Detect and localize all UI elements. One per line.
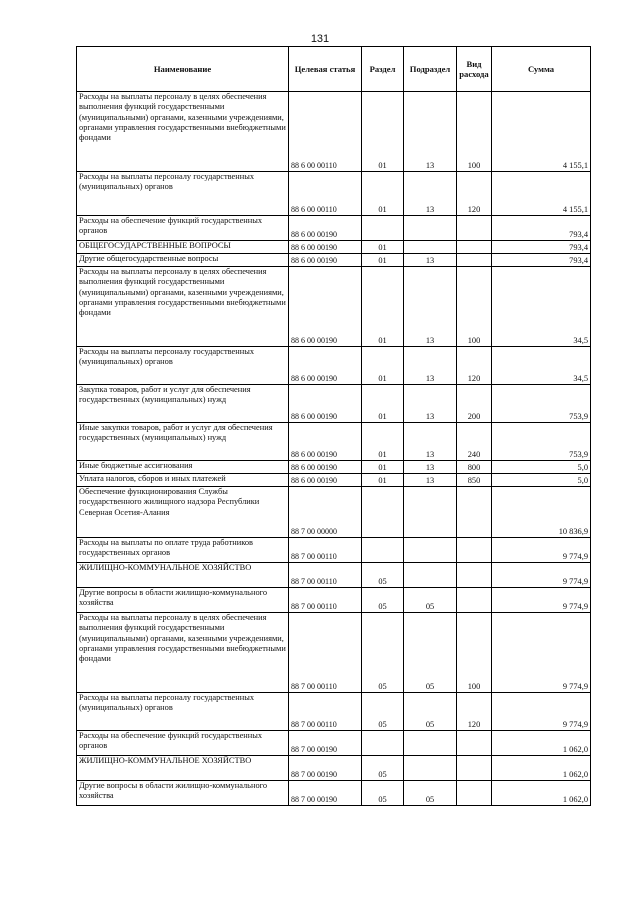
- cell-subsection: 05: [404, 781, 457, 806]
- cell-sum: 1 062,0: [492, 781, 591, 806]
- cell-expense-type: 100: [457, 267, 492, 347]
- cell-section: 01: [362, 461, 404, 474]
- cell-name: [77, 563, 289, 588]
- table-row: [77, 487, 591, 538]
- cell-name: [77, 216, 289, 241]
- cell-subsection: 05: [404, 613, 457, 693]
- table-row: [77, 781, 591, 806]
- cell-target: 88 6 00 00110: [289, 92, 362, 172]
- cell-target: 88 7 00 00110: [289, 538, 362, 563]
- cell-subsection: 13: [404, 172, 457, 216]
- cell-expense-type: [457, 756, 492, 781]
- table-row: [77, 613, 591, 693]
- cell-sum: 793,4: [492, 254, 591, 267]
- cell-expense-type: [457, 538, 492, 563]
- page-number: 131: [310, 33, 330, 45]
- cell-name: [77, 731, 289, 756]
- cell-target: 88 6 00 00190: [289, 241, 362, 254]
- cell-subsection: 13: [404, 474, 457, 487]
- cell-sum: 10 836,9: [492, 487, 591, 538]
- header-target: Целевая статья: [289, 47, 362, 92]
- cell-name: [77, 172, 289, 216]
- cell-name: [77, 461, 289, 474]
- cell-name: [77, 92, 289, 172]
- cell-name: [77, 347, 289, 385]
- cell-name-text: Иные бюджетные ассигнования: [79, 461, 193, 470]
- cell-section: [362, 538, 404, 563]
- table-row: [77, 347, 591, 385]
- table-row: [77, 172, 591, 216]
- cell-sum: 34,5: [492, 347, 591, 385]
- cell-expense-type: [457, 241, 492, 254]
- cell-expense-type: [457, 588, 492, 613]
- cell-name-text: ЖИЛИЩНО-КОММУНАЛЬНОЕ ХОЗЯЙСТВО: [79, 563, 252, 572]
- cell-name-text: Расходы на выплаты персоналу в целях обеспечения выполнения функций государственными (муниципальными) органами, казенными учреждениями, органами управления государственными внебюджетными фондами: [79, 267, 286, 318]
- cell-target: 88 7 00 00110: [289, 588, 362, 613]
- cell-name-text: Иные закупки товаров, работ и услуг для обеспечения государственных (муниципальных) нужд: [79, 423, 273, 443]
- cell-sum: 9 774,9: [492, 563, 591, 588]
- cell-subsection: 13: [404, 92, 457, 172]
- cell-name-text: Расходы на выплаты персоналу в целях обеспечения выполнения функций государственными (муниципальными) органами, казенными учреждениями, органами управления государственными внебюджетными фондами: [79, 613, 286, 664]
- cell-name-text: ЖИЛИЩНО-КОММУНАЛЬНОЕ ХОЗЯЙСТВО: [79, 756, 252, 765]
- cell-subsection: [404, 756, 457, 781]
- cell-section: [362, 731, 404, 756]
- table-row: [77, 588, 591, 613]
- cell-section: 01: [362, 241, 404, 254]
- cell-section: 01: [362, 474, 404, 487]
- cell-section: 01: [362, 254, 404, 267]
- cell-subsection: 05: [404, 588, 457, 613]
- cell-section: 01: [362, 385, 404, 423]
- cell-name-text: Расходы на обеспечение функций государственных органов: [79, 731, 263, 751]
- cell-target: 88 7 00 00190: [289, 781, 362, 806]
- cell-expense-type: [457, 781, 492, 806]
- cell-section: 05: [362, 588, 404, 613]
- cell-expense-type: 200: [457, 385, 492, 423]
- cell-subsection: [404, 538, 457, 563]
- cell-name: [77, 693, 289, 731]
- cell-section: 01: [362, 423, 404, 461]
- cell-subsection: 13: [404, 254, 457, 267]
- cell-name: [77, 588, 289, 613]
- cell-target: 88 6 00 00190: [289, 216, 362, 241]
- cell-name: [77, 385, 289, 423]
- cell-name-text: Расходы на обеспечение функций государственных органов: [79, 216, 263, 236]
- cell-expense-type: 120: [457, 347, 492, 385]
- cell-sum: 9 774,9: [492, 588, 591, 613]
- cell-section: 01: [362, 267, 404, 347]
- cell-sum: 9 774,9: [492, 613, 591, 693]
- header-name: Наименование: [77, 47, 289, 92]
- cell-name: [77, 241, 289, 254]
- cell-name: [77, 474, 289, 487]
- cell-expense-type: 240: [457, 423, 492, 461]
- cell-name: [77, 267, 289, 347]
- cell-sum: 9 774,9: [492, 538, 591, 563]
- cell-name: [77, 423, 289, 461]
- cell-section: 05: [362, 781, 404, 806]
- cell-expense-type: [457, 563, 492, 588]
- cell-name-text: Другие вопросы в области жилищно-коммунального хозяйства: [79, 781, 268, 801]
- cell-sum: 753,9: [492, 423, 591, 461]
- table-row: [77, 241, 591, 254]
- table-row: [77, 756, 591, 781]
- cell-expense-type: 800: [457, 461, 492, 474]
- cell-subsection: [404, 241, 457, 254]
- cell-sum: 793,4: [492, 241, 591, 254]
- table-row: [77, 563, 591, 588]
- cell-expense-type: 100: [457, 613, 492, 693]
- cell-name-text: Расходы на выплаты персоналу государственных (муниципальных) органов: [79, 172, 255, 192]
- cell-sum: 5,0: [492, 461, 591, 474]
- cell-sum: 753,9: [492, 385, 591, 423]
- cell-target: 88 7 00 00000: [289, 487, 362, 538]
- table-row: [77, 254, 591, 267]
- cell-target: 88 7 00 00110: [289, 613, 362, 693]
- cell-name-text: Обеспечение функционирования Службы государственного жилищного надзора Республики Северная Осетия-Алания: [79, 487, 260, 517]
- cell-section: 05: [362, 693, 404, 731]
- cell-sum: 793,4: [492, 216, 591, 241]
- cell-expense-type: [457, 254, 492, 267]
- header-sum: Сумма: [492, 47, 591, 92]
- cell-expense-type: 850: [457, 474, 492, 487]
- cell-subsection: [404, 487, 457, 538]
- table-row: [77, 461, 591, 474]
- table-header-row: [77, 47, 591, 92]
- cell-sum: 9 774,9: [492, 693, 591, 731]
- cell-target: 88 6 00 00190: [289, 461, 362, 474]
- cell-section: [362, 487, 404, 538]
- cell-name-text: Уплата налогов, сборов и иных платежей: [79, 474, 226, 483]
- cell-subsection: 05: [404, 693, 457, 731]
- cell-section: 01: [362, 172, 404, 216]
- cell-target: 88 6 00 00190: [289, 385, 362, 423]
- cell-name-text: Расходы на выплаты персоналу государственных (муниципальных) органов: [79, 693, 255, 713]
- cell-expense-type: [457, 731, 492, 756]
- cell-subsection: [404, 216, 457, 241]
- cell-target: 88 6 00 00190: [289, 254, 362, 267]
- cell-sum: 5,0: [492, 474, 591, 487]
- cell-subsection: 13: [404, 347, 457, 385]
- cell-target: 88 7 00 00110: [289, 563, 362, 588]
- cell-name: [77, 613, 289, 693]
- cell-section: 01: [362, 347, 404, 385]
- cell-target: 88 7 00 00190: [289, 731, 362, 756]
- table-row: [77, 92, 591, 172]
- cell-name-text: Расходы на выплаты персоналу государственных (муниципальных) органов: [79, 347, 255, 367]
- cell-name-text: Другие вопросы в области жилищно-коммунального хозяйства: [79, 588, 268, 608]
- cell-name: [77, 538, 289, 563]
- cell-section: 01: [362, 92, 404, 172]
- cell-target: 88 6 00 00190: [289, 474, 362, 487]
- header-subsection: Подраздел: [404, 47, 457, 92]
- cell-expense-type: [457, 487, 492, 538]
- cell-target: 88 7 00 00110: [289, 693, 362, 731]
- header-section: Раздел: [362, 47, 404, 92]
- header-expense-type: Вид расхода: [457, 47, 492, 92]
- cell-name-text: Расходы на выплаты персоналу в целях обеспечения выполнения функций государственными (муниципальными) органами, казенными учреждениями, органами управления государственными внебюджетными фондами: [79, 92, 286, 143]
- table-row: [77, 216, 591, 241]
- cell-sum: 1 062,0: [492, 756, 591, 781]
- cell-name-text: Расходы на выплаты по оплате труда работников государственных органов: [79, 538, 253, 558]
- cell-sum: 34,5: [492, 267, 591, 347]
- cell-subsection: 13: [404, 461, 457, 474]
- budget-table: [76, 46, 591, 806]
- cell-subsection: [404, 731, 457, 756]
- cell-name: [77, 487, 289, 538]
- cell-section: [362, 216, 404, 241]
- cell-expense-type: 100: [457, 92, 492, 172]
- table-row: [77, 385, 591, 423]
- table-row: [77, 474, 591, 487]
- cell-sum: 1 062,0: [492, 731, 591, 756]
- table-row: [77, 693, 591, 731]
- table-row: [77, 731, 591, 756]
- cell-target: 88 6 00 00190: [289, 423, 362, 461]
- cell-expense-type: 120: [457, 693, 492, 731]
- cell-subsection: 13: [404, 423, 457, 461]
- cell-name: [77, 756, 289, 781]
- cell-sum: 4 155,1: [492, 92, 591, 172]
- cell-expense-type: [457, 216, 492, 241]
- table-row: [77, 538, 591, 563]
- cell-target: 88 7 00 00190: [289, 756, 362, 781]
- cell-subsection: 13: [404, 267, 457, 347]
- cell-target: 88 6 00 00190: [289, 267, 362, 347]
- cell-sum: 4 155,1: [492, 172, 591, 216]
- cell-target: 88 6 00 00110: [289, 172, 362, 216]
- cell-name-text: ОБЩЕГОСУДАРСТВЕННЫЕ ВОПРОСЫ: [79, 241, 231, 250]
- cell-section: 05: [362, 756, 404, 781]
- table-row: [77, 267, 591, 347]
- cell-subsection: [404, 563, 457, 588]
- cell-subsection: 13: [404, 385, 457, 423]
- cell-name: [77, 254, 289, 267]
- table-body: [77, 92, 591, 806]
- cell-expense-type: 120: [457, 172, 492, 216]
- cell-section: 05: [362, 563, 404, 588]
- cell-name-text: Закупка товаров, работ и услуг для обеспечения государственных (муниципальных) нужд: [79, 385, 251, 405]
- cell-section: 05: [362, 613, 404, 693]
- cell-name-text: Другие общегосударственные вопросы: [79, 254, 219, 263]
- cell-target: 88 6 00 00190: [289, 347, 362, 385]
- cell-name: [77, 781, 289, 806]
- table-row: [77, 423, 591, 461]
